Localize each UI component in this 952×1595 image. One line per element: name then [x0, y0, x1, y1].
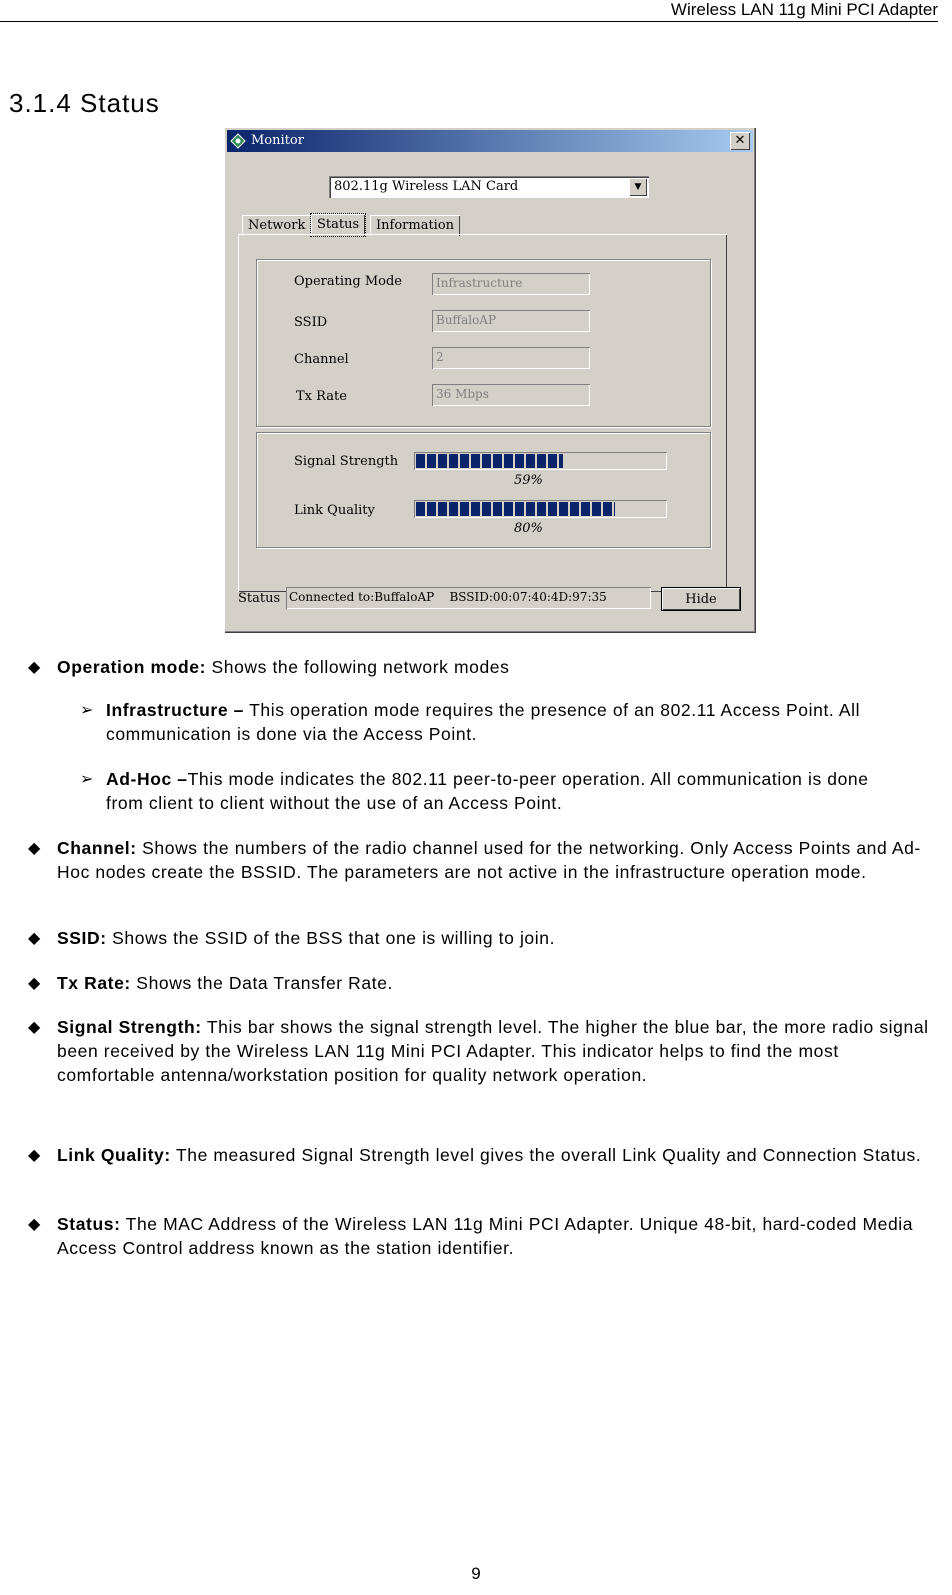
diamond-bullet-icon: ◆: [28, 1017, 41, 1036]
arrow-bullet-icon: ➢: [80, 769, 94, 788]
chevron-down-icon[interactable]: ▼: [629, 178, 647, 196]
monitor-title: Monitor: [251, 133, 304, 148]
diamond-bullet-icon: ◆: [28, 1214, 41, 1233]
status-bar-label: Status: [238, 591, 281, 606]
header-rule: [0, 21, 938, 22]
list-item-ad-hoc: Ad-Hoc –This mode indicates the 802.11 peer-to-peer operation. All communication is done from client to client without the use of an Access Point.: [106, 769, 869, 813]
signal-strength-percent: 59%: [514, 473, 543, 488]
diamond-bullet-icon: ◆: [28, 928, 41, 947]
ssid-label: SSID: [294, 315, 328, 330]
signal-strength-label: Signal Strength: [294, 454, 399, 469]
tab-status[interactable]: Status: [310, 213, 366, 237]
list-item-infrastructure: Infrastructure – This operation mode requires the presence of an 802.11 Access Point. All communication is done via the Access Point.: [106, 700, 861, 744]
monitor-titlebar[interactable]: [227, 130, 753, 152]
tab-information[interactable]: Information: [370, 215, 460, 236]
close-icon[interactable]: ✕: [730, 132, 750, 150]
monitor-window: [224, 127, 756, 633]
diamond-bullet-icon: ◆: [28, 657, 41, 676]
tx-rate-label: Tx Rate: [296, 389, 347, 404]
link-quality-percent: 80%: [514, 521, 543, 536]
operating-mode-label: Operating Mode: [294, 274, 402, 289]
diamond-bullet-icon: ◆: [28, 838, 41, 857]
list-item-tx-rate: Tx Rate: Shows the Data Transfer Rate.: [57, 973, 393, 993]
signal-group: [256, 432, 711, 548]
page-header-title: Wireless LAN 11g Mini PCI Adapter: [670, 0, 938, 19]
channel-value: 2: [436, 350, 444, 364]
tab-network[interactable]: Network: [242, 215, 311, 236]
list-item-link-quality: Link Quality: The measured Signal Strength level gives the overall Link Quality and Connection Status.: [57, 1145, 922, 1165]
ssid-field: [432, 310, 590, 332]
signal-strength-meter: [414, 452, 667, 470]
status-bar-text: Connected to:BuffaloAP BSSID:00:07:40:4D:97:35: [289, 590, 607, 604]
channel-label: Channel: [294, 352, 349, 367]
operating-mode-field: [432, 273, 590, 295]
diamond-bullet-icon: ◆: [28, 1145, 41, 1164]
list-item-channel: Channel: Shows the numbers of the radio channel used for the networking. Only Access Points and Ad-Hoc nodes create the BSSID. The parameters are not active in the infrastructure operation mode.: [57, 838, 921, 882]
signal-strength-fill: [416, 454, 563, 468]
hide-button[interactable]: Hide: [661, 587, 741, 611]
adapter-select[interactable]: [329, 176, 649, 198]
list-item-signal-strength: Signal Strength: This bar shows the signal strength level. The higher the blue bar, the more radio signal been received by the Wireless LAN 11g Mini PCI Adapter. This indicator helps to find the most comfortable antenna/workstation position for quality network operation.: [57, 1017, 929, 1085]
tx-rate-field: [432, 384, 590, 406]
status-bar-field: [286, 587, 651, 609]
adapter-select-value: 802.11g Wireless LAN Card: [334, 179, 519, 194]
list-item-ssid: SSID: Shows the SSID of the BSS that one is willing to join.: [57, 928, 556, 948]
list-item-status: Status: The MAC Address of the Wireless LAN 11g Mini PCI Adapter. Unique 48-bit, hard-coded Media Access Control address known as the station identifier.: [57, 1214, 914, 1258]
tx-rate-value: 36 Mbps: [436, 387, 489, 401]
section-title: 3.1.4 Status: [9, 88, 160, 118]
link-quality-label: Link Quality: [294, 503, 375, 518]
channel-field: [432, 347, 590, 369]
monitor-app-icon: [230, 133, 246, 149]
link-quality-fill: [416, 502, 615, 516]
page-number: 9: [471, 1564, 481, 1583]
link-quality-meter: [414, 500, 667, 518]
arrow-bullet-icon: ➢: [80, 700, 94, 719]
diamond-bullet-icon: ◆: [28, 973, 41, 992]
list-item-operation-mode: Operation mode: Shows the following network modes: [57, 657, 510, 677]
ssid-value: BuffaloAP: [436, 313, 497, 327]
operating-mode-value: Infrastructure: [436, 276, 523, 290]
